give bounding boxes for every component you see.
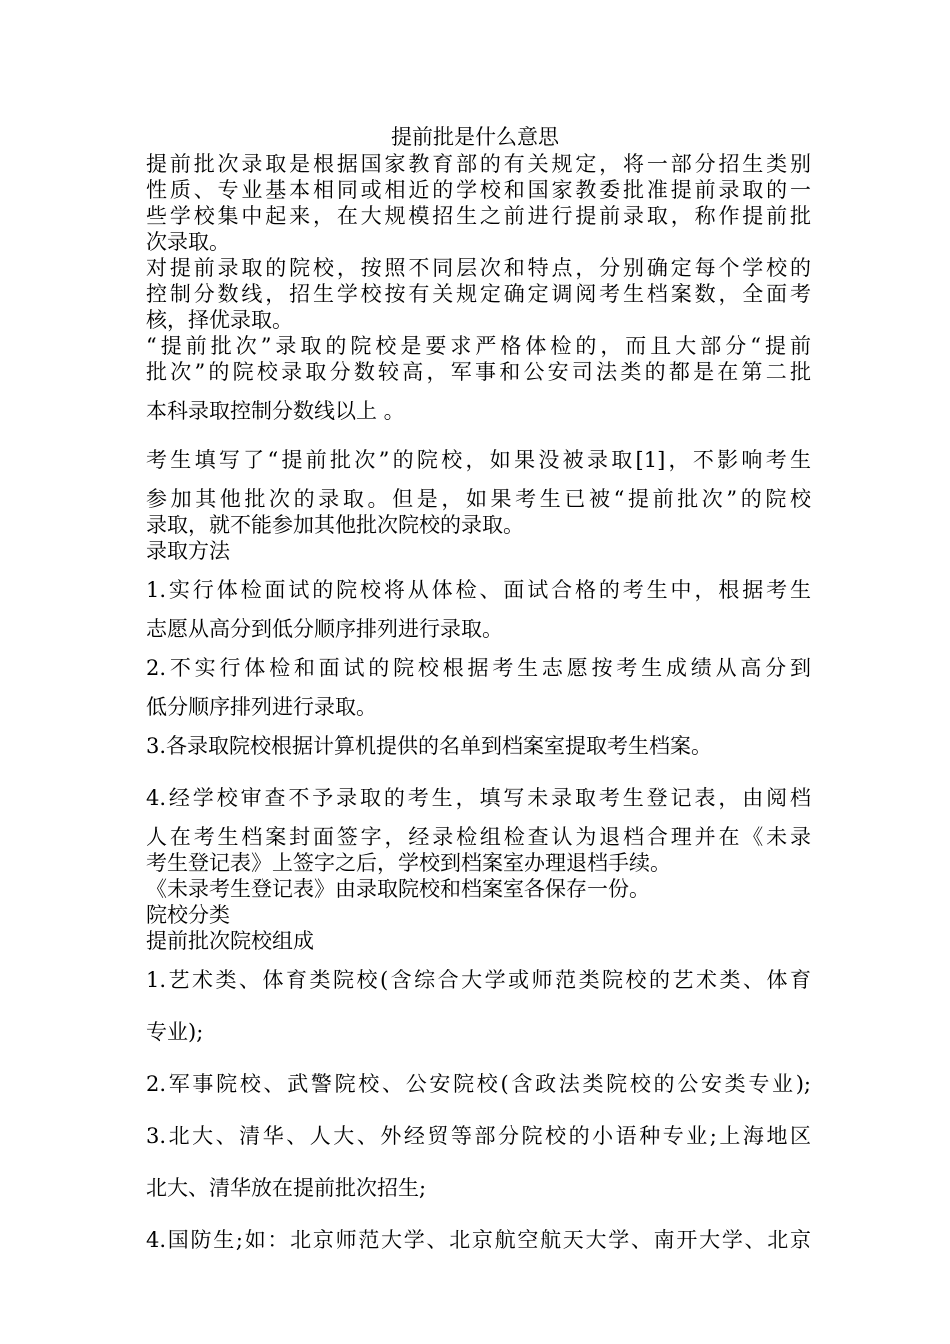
text-line: 次录取。 bbox=[146, 230, 230, 254]
text-line: 考生登记表》上签字之后，学校到档案室办理退档手续。 bbox=[146, 851, 671, 875]
text-line: 低分顺序排列进行录取。 bbox=[146, 695, 377, 719]
text-line: 些学校集中起来，在大规模招生之前进行提前录取，称作提前批 bbox=[146, 204, 811, 228]
text-line: 核，择优录取。 bbox=[146, 308, 293, 332]
text-line: 4.国防生;如：北京师范大学、北京航空航天大学、南开大学、北京 bbox=[146, 1228, 811, 1252]
document-title: 提前批是什么意思 bbox=[391, 125, 559, 149]
text-line: 录取，就不能参加其他批次院校的录取。 bbox=[146, 513, 524, 537]
section-heading: 录取方法 bbox=[146, 539, 230, 563]
text-line: 提前批次录取是根据国家教育部的有关规定，将一部分招生类别 bbox=[146, 152, 811, 176]
text-line: 对提前录取的院校，按照不同层次和特点，分别确定每个学校的 bbox=[146, 256, 811, 280]
section-heading: 院校分类 bbox=[146, 903, 230, 927]
text-line: 参加其他批次的录取。但是，如果考生已被“提前批次”的院校 bbox=[146, 487, 811, 511]
text-line: 3.各录取院校根据计算机提供的名单到档案室提取考生档案。 bbox=[146, 734, 713, 758]
text-line: 1.实行体检面试的院校将从体检、面试合格的考生中，根据考生 bbox=[146, 578, 811, 602]
text-line: 志愿从高分到低分顺序排列进行录取。 bbox=[146, 617, 503, 641]
section-heading: 提前批次院校组成 bbox=[146, 929, 314, 953]
text-line: 1.艺术类、体育类院校(含综合大学或师范类院校的艺术类、体育 bbox=[146, 968, 811, 992]
text-line: 性质、专业基本相同或相近的学校和国家教委批准提前录取的一 bbox=[146, 178, 811, 202]
text-line: “提前批次”录取的院校是要求严格体检的，而且大部分“提前 bbox=[146, 334, 811, 358]
text-line: 北大、清华放在提前批次招生; bbox=[146, 1176, 427, 1200]
text-line: 考生填写了“提前批次”的院校，如果没被录取[1]，不影响考生 bbox=[146, 448, 811, 472]
text-line: 3.北大、清华、人大、外经贸等部分院校的小语种专业;上海地区 bbox=[146, 1124, 811, 1148]
text-line: 2.军事院校、武警院校、公安院校(含政法类院校的公安类专业); bbox=[146, 1072, 811, 1096]
text-line: 控制分数线，招生学校按有关规定确定调阅考生档案数，全面考 bbox=[146, 282, 811, 306]
text-line: 专业); bbox=[146, 1020, 204, 1044]
text-line: 批次”的院校录取分数较高，军事和公安司法类的都是在第二批 bbox=[146, 360, 811, 384]
text-line: 《未录考生登记表》由录取院校和档案室各保存一份。 bbox=[146, 877, 650, 901]
text-line: 4.经学校审查不予录取的考生，填写未录取考生登记表，由阅档 bbox=[146, 786, 811, 810]
text-line: 人在考生档案封面签字，经录检组检查认为退档合理并在《未录 bbox=[146, 825, 811, 849]
text-line: 本科录取控制分数线以上 。 bbox=[146, 399, 405, 423]
text-line: 2.不实行体检和面试的院校根据考生志愿按考生成绩从高分到 bbox=[146, 656, 811, 680]
